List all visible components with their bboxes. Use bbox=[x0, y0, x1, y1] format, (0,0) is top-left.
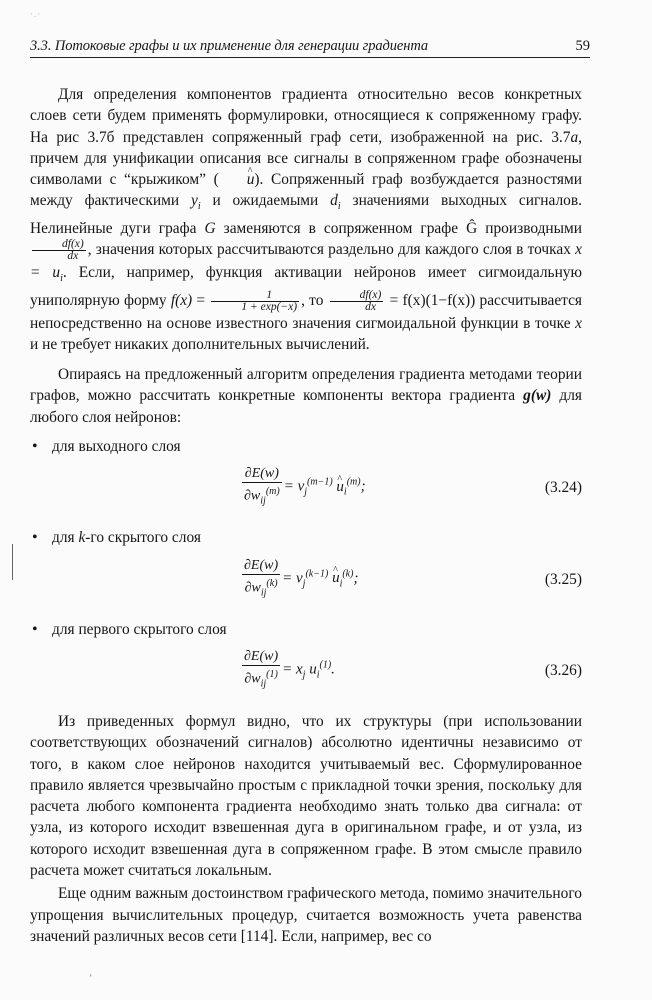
eq-hat-sub: i bbox=[339, 578, 343, 590]
eq-den-sub: ij bbox=[260, 678, 267, 690]
eq-denominator bbox=[242, 666, 280, 692]
bullet-var-k: k bbox=[78, 529, 86, 547]
bullet-hidden-layer bbox=[30, 527, 582, 548]
p1-text-4: и ожидаемыми bbox=[200, 192, 331, 210]
bullet-text-2b: -го скрытого слоя bbox=[85, 529, 201, 547]
equation-3-24 bbox=[30, 461, 582, 519]
p1-fx: f(x) bbox=[170, 291, 193, 309]
equation-body bbox=[240, 557, 358, 601]
p1-var-y: y bbox=[190, 192, 198, 210]
p1-text-5: значениями выходных сигналов. Нелинейные дуги графа bbox=[30, 192, 582, 237]
eq-rhs: = v bbox=[283, 478, 305, 495]
eq-end: ; bbox=[353, 570, 359, 587]
p1-hat-u: ^ u bbox=[219, 169, 255, 190]
eq-u-sub: i bbox=[316, 669, 320, 681]
eq-hat-sup: (k) bbox=[342, 568, 354, 580]
derivative-fraction-2 bbox=[330, 290, 384, 313]
p1-x-eq: x = u bbox=[30, 241, 582, 282]
p1-text-6: заменяются в сопряженном графе Ĝ производными bbox=[215, 219, 582, 237]
paragraph-2 bbox=[30, 364, 582, 428]
scan-speck: ·.· bbox=[30, 9, 42, 19]
p1-text-9: , то bbox=[301, 291, 328, 309]
bullet-text-1: для выходного слоя bbox=[52, 438, 181, 456]
p1-var-g: G bbox=[204, 219, 216, 237]
bullet-text-2a: для bbox=[52, 529, 79, 547]
p2-text-1: Опираясь на предложенный алгоритм определения градиента методами теории графов, можно рассчитать конкретные компоненты вектора градиента bbox=[30, 366, 582, 405]
eq-hat-u: ^ u bbox=[336, 477, 344, 498]
scan-speck-bottom: ' bbox=[90, 973, 93, 983]
eq-hat-sub: i bbox=[343, 486, 347, 498]
eq-end: . bbox=[331, 661, 335, 678]
p1-var-d: d bbox=[330, 192, 338, 210]
frac-numerator: df(x) bbox=[32, 239, 86, 251]
margin-mark bbox=[12, 544, 13, 580]
p1-var-x: x bbox=[575, 314, 582, 332]
eq-den-sup: (k) bbox=[266, 577, 278, 589]
header-rule bbox=[30, 57, 590, 58]
eq-rhs-sup: (k−1) bbox=[305, 568, 329, 580]
eq-rhs-sup: (m−1) bbox=[307, 476, 333, 488]
p4-text: Еще одним важным достоинством графического метода, помимо значительного упрощения вычислительных процедур, считается возможность учета равенства значений различных весов сети [114]. Если, например, вес со bbox=[30, 885, 582, 945]
eq-den-base: ∂w bbox=[244, 580, 261, 596]
eq-rhs-sub: j bbox=[302, 669, 306, 681]
eq-rhs-sub: j bbox=[302, 578, 306, 590]
sigmoid-fraction bbox=[211, 290, 299, 313]
p1-text-1: Для определения компонентов градиента относительно весов конкретных слоев сети будем применять формулировки, относящиеся к сопряженному графу. На рис 3.7б представлен сопряженный граф сети, изображенной на рис. 3.7 bbox=[30, 86, 582, 146]
eq-rhs-sub: j bbox=[304, 486, 308, 498]
eq-hat-sup: (m) bbox=[346, 476, 361, 488]
eq-den-sup: (1) bbox=[266, 668, 278, 680]
p1-text-11: и не требует никаких дополнительных вычислений. bbox=[30, 335, 370, 353]
eq-end: ; bbox=[360, 478, 366, 495]
p1-text-7: , значения которых рассчитываются раздельно для каждого слоя в точках bbox=[87, 241, 576, 259]
eq-u-sup: (1) bbox=[319, 659, 332, 671]
eq-rhs: = x bbox=[282, 661, 303, 678]
eq-fraction bbox=[242, 557, 280, 601]
eq-den-sub: ij bbox=[260, 495, 266, 507]
page-number: 59 bbox=[575, 38, 590, 54]
eq-denominator bbox=[242, 575, 280, 601]
eq-den-base: ∂w bbox=[244, 488, 261, 504]
page-body bbox=[30, 84, 582, 947]
p1-sub-i-3: i bbox=[60, 273, 63, 285]
eq-rhs: = v bbox=[282, 570, 303, 587]
derivative-fraction bbox=[32, 239, 86, 262]
equation-3-26 bbox=[30, 644, 582, 702]
gradient-vector: g(w) bbox=[523, 387, 552, 405]
eq-denominator bbox=[242, 483, 282, 509]
equation-body bbox=[240, 465, 366, 509]
p1-text-10: = f(x)(1−f(x)) рассчитывается непосредственно на основе известного значения сигмоидальной функции в точке bbox=[30, 291, 582, 332]
eq-den-base: ∂w bbox=[244, 671, 261, 687]
p1-fig-letter: а bbox=[570, 128, 579, 146]
eq-fraction bbox=[242, 648, 280, 692]
deriv-numerator: df(x) bbox=[330, 290, 384, 302]
paragraph-1 bbox=[30, 84, 582, 355]
p1-text-3: ). Сопряженный граф возбуждается разностями между фактическими bbox=[30, 171, 582, 210]
p1-sub-i: i bbox=[197, 201, 201, 213]
sigmoid-numerator: 1 bbox=[211, 290, 299, 302]
equation-body bbox=[240, 648, 335, 692]
eq-numerator: ∂E(w) bbox=[244, 557, 279, 573]
deriv-denominator: dx bbox=[365, 300, 376, 313]
eq-fraction bbox=[242, 465, 282, 509]
paragraph-4 bbox=[30, 883, 582, 947]
p1-text-8: . Если, например, функция активации нейронов имеет сигмоидальную униполярную форму bbox=[30, 264, 582, 309]
eq-numerator: ∂E(w) bbox=[244, 648, 279, 664]
p1-sub-i-2: i bbox=[337, 201, 341, 213]
equation-number: (3.26) bbox=[544, 661, 582, 679]
section-title: 3.3. Потоковые графы и их применение для генерации градиента bbox=[30, 38, 429, 54]
equation-3-25 bbox=[30, 553, 582, 611]
running-header bbox=[30, 36, 590, 58]
eq-den-sup: (m) bbox=[265, 486, 280, 498]
eq-den-sub: ij bbox=[260, 587, 267, 599]
bullet-text-3: для первого скрытого слоя bbox=[52, 620, 227, 638]
bullet-output-layer bbox=[30, 436, 582, 457]
bullet-first-hidden-layer bbox=[30, 619, 582, 640]
frac-denominator: dx bbox=[67, 250, 79, 263]
p3-text: Из приведенных формул видно, что их структуры (при использовании соответствующих обозначений сигналов) абсолютно идентичны независимо от того, в каком слое нейронов находится учитываемый вес. Сформулированное правило является чрезвычайно простым с прикладной точки зрения, поскольку для расчета любого компонента градиента необходимо знать только два сигнала: от узла, из которого исходит взвешенная дуга в оригинальном графе, и от узла, из которого исходит взвешенная дуга в сопряженном графе. В этом смысле правило расчета может считаться локальным. bbox=[30, 712, 582, 879]
p1-equals: = bbox=[192, 291, 210, 309]
paragraph-3 bbox=[30, 711, 582, 881]
p1-text-2: , причем для унификации описания все сигналы в сопряженном графе обозначены символами с “крыжиком” ( bbox=[30, 128, 582, 189]
eq-numerator: ∂E(w) bbox=[242, 465, 282, 483]
sigmoid-denominator: 1 + exp(−x) bbox=[241, 300, 298, 313]
equation-number: (3.25) bbox=[544, 570, 582, 588]
eq-hat-u: ^ u bbox=[332, 568, 340, 589]
p2-text-2: для любого слоя нейронов: bbox=[30, 387, 582, 426]
equation-number: (3.24) bbox=[544, 479, 582, 497]
eq-u: u bbox=[309, 661, 317, 678]
